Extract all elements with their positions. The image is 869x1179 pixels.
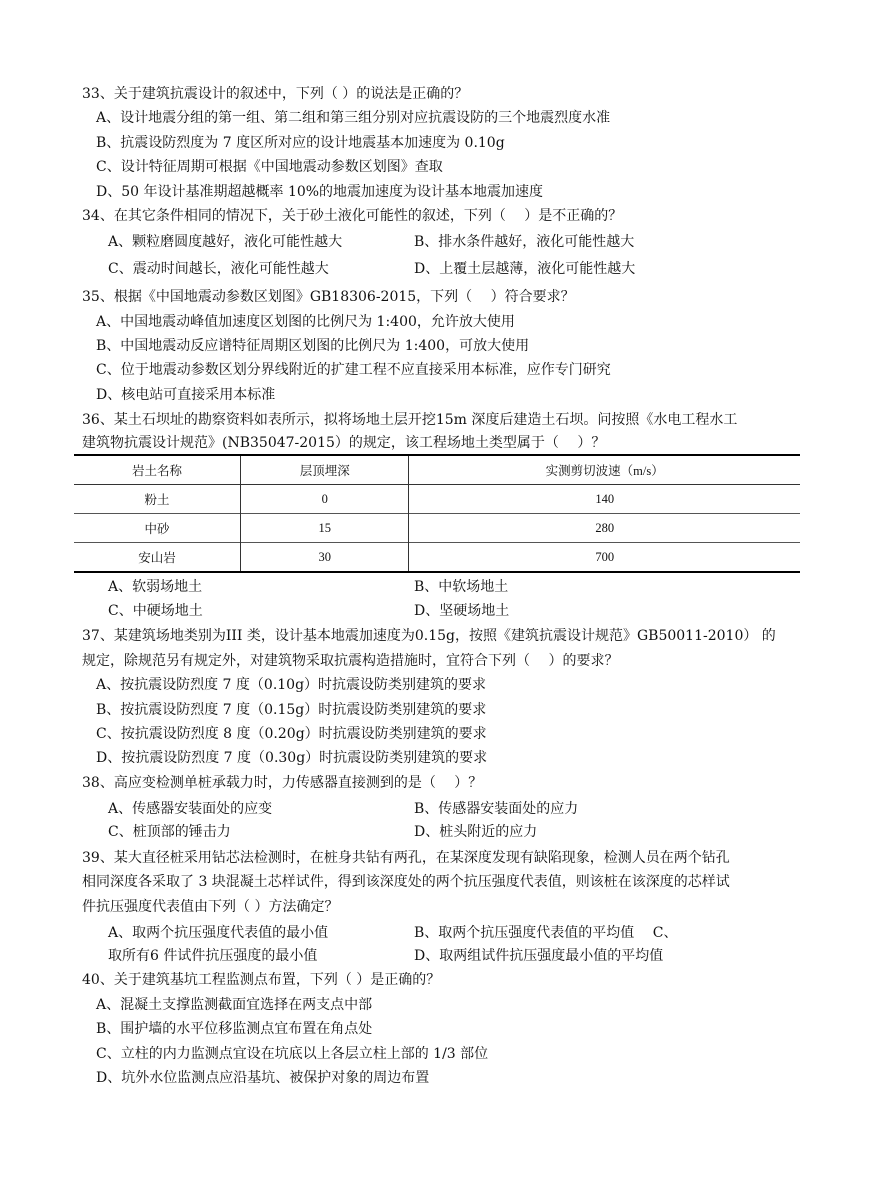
table-header-row: [74, 455, 800, 485]
table-cell: 280: [409, 514, 800, 543]
soil-data-table: [74, 454, 800, 573]
table-row: [74, 543, 800, 573]
table-cell: 140: [409, 485, 800, 514]
question-36-option-b: B、中软场地土: [414, 579, 509, 595]
table-header-cell: 岩土名称: [132, 464, 183, 478]
table-cell: 15: [241, 514, 409, 543]
question-38-option-a: A、传感器安装面处的应变: [108, 801, 273, 817]
question-33-option-b: B、抗震设防烈度为 7 度区所对应的设计地震基本加速度为 0.10g: [96, 135, 505, 151]
question-33-stem: 33、关于建筑抗震设计的叙述中，下列（ ）的说法是正确的？: [82, 86, 469, 102]
question-39-option-c: 取所有6 件试件抗压强度的最小值: [108, 948, 318, 964]
question-40-option-a: A、混凝土支撑监测截面宜选择在两支点中部: [96, 997, 373, 1013]
question-38-option-b: B、传感器安装面处的应力: [414, 801, 579, 817]
question-38-option-d: D、桩头附近的应力: [414, 824, 538, 840]
question-34-option-d: D、上覆土层越薄，液化可能性越大: [414, 261, 636, 277]
question-37-option-c: C、按抗震设防烈度 8 度（0.20g）时抗震设防类别建筑的要求: [96, 726, 487, 742]
question-40-stem: 40、关于建筑基坑工程监测点布置，下列（ ）是正确的？: [82, 972, 441, 988]
question-37-stem-line-2: 规定，除规范另有规定外，对建筑物采取抗震构造措施时，宜符合下列（ ）的要求？: [82, 653, 619, 669]
table-cell: 0: [241, 485, 409, 514]
table-cell: 粉土: [144, 493, 170, 507]
question-39-option-d: D、取两组试件抗压强度最小值的平均值: [414, 948, 664, 964]
question-33-option-d: D、50 年设计基准期超越概率 10%的地震加速度为设计基本地震加速度: [96, 184, 544, 200]
table-cell: 中砂: [144, 522, 170, 536]
question-37-option-d: D、按抗震设防烈度 7 度（0.30g）时抗震设防类别建筑的要求: [96, 750, 488, 766]
question-36-option-c: C、中硬场地土: [108, 603, 203, 619]
question-36-stem-line-2: 建筑物抗震设计规范》(NB35047-2015）的规定，该工程场地土类型属于（ ）？: [82, 435, 606, 451]
question-37-option-a: A、按抗震设防烈度 7 度（0.10g）时抗震设防类别建筑的要求: [96, 677, 487, 693]
question-34-option-a: A、颗粒磨圆度越好，液化可能性越大: [108, 234, 343, 250]
question-39-stem-line-2: 相同深度各采取了 3 块混凝土芯样试件，得到该深度处的两个抗压强度代表值，则该桩在该深度的芯样试: [82, 874, 730, 890]
question-37-stem-line-1: 37、某建筑场地类别为III 类，设计基本地震加速度为0.15g，按照《建筑抗震设计规范》GB50011-2010） 的: [82, 628, 776, 644]
question-36-stem-line-1: 36、某土石坝址的勘察资料如表所示，拟将场地土层开挖15m 深度后建造土石坝。问按照《水电工程水工: [82, 412, 738, 428]
question-35-option-d: D、核电站可直接采用本标准: [96, 387, 276, 403]
question-35-option-b: B、中国地震动反应谱特征周期区划图的比例尺为 1:400，可放大使用: [96, 338, 530, 354]
question-40-option-b: B、围护墙的水平位移监测点宜布置在角点处: [96, 1021, 373, 1037]
question-39-option-b: B、取两个抗压强度代表值的平均值 C、: [414, 925, 678, 941]
question-39-stem-line-3: 件抗压强度代表值由下列（ ）方法确定？: [82, 899, 339, 915]
question-36-option-d: D、坚硬场地土: [414, 603, 510, 619]
question-35-option-a: A、中国地震动峰值加速度区划图的比例尺为 1:400，允许放大使用: [96, 314, 515, 330]
question-40-option-c: C、立柱的内力监测点宜设在坑底以上各层立柱上部的 1/3 部位: [96, 1046, 489, 1062]
question-34-option-c: C、震动时间越长，液化可能性越大: [108, 261, 329, 277]
table-cell: 安山岩: [138, 551, 176, 565]
table-header-cell: 实测剪切波速（m/s）: [409, 455, 800, 485]
question-34-option-b: B、排水条件越好，液化可能性越大: [414, 234, 635, 250]
question-40-option-d: D、坑外水位监测点应沿基坑、被保护对象的周边布置: [96, 1070, 430, 1086]
table-cell: 700: [409, 543, 800, 573]
question-39-option-a: A、取两个抗压强度代表值的最小值: [108, 925, 329, 941]
question-38-stem: 38、高应变检测单桩承载力时，力传感器直接测到的是（ ）？: [82, 775, 483, 791]
question-35-stem: 35、根据《中国地震动参数区划图》GB18306-2015，下列（ ）符合要求？: [82, 289, 575, 305]
question-39-stem-line-1: 39、某大直径桩采用钻芯法检测时，在桩身共钻有两孔，在某深度发现有缺陷现象，检测人员在两个钻孔: [82, 850, 730, 866]
question-36-option-a: A、软弱场地土: [108, 579, 203, 595]
table-row: [74, 514, 800, 543]
question-34-stem: 34、在其它条件相同的情况下，关于砂土液化可能性的叙述，下列（ ）是不正确的？: [82, 208, 623, 224]
question-33-option-a: A、设计地震分组的第一组、第二组和第三组分别对应抗震设防的三个地震烈度水准: [96, 110, 611, 126]
question-38-option-c: C、桩顶部的锤击力: [108, 824, 231, 840]
table-row: [74, 485, 800, 514]
question-35-option-c: C、位于地震动参数区划分界线附近的扩建工程不应直接采用本标准，应作专门研究: [96, 362, 611, 378]
table-cell: 30: [241, 543, 409, 573]
table-header-cell: 层顶埋深: [241, 455, 409, 485]
question-33-option-c: C、设计特征周期可根据《中国地震动参数区划图》查取: [96, 159, 443, 175]
question-37-option-b: B、按抗震设防烈度 7 度（0.15g）时抗震设防类别建筑的要求: [96, 702, 487, 718]
